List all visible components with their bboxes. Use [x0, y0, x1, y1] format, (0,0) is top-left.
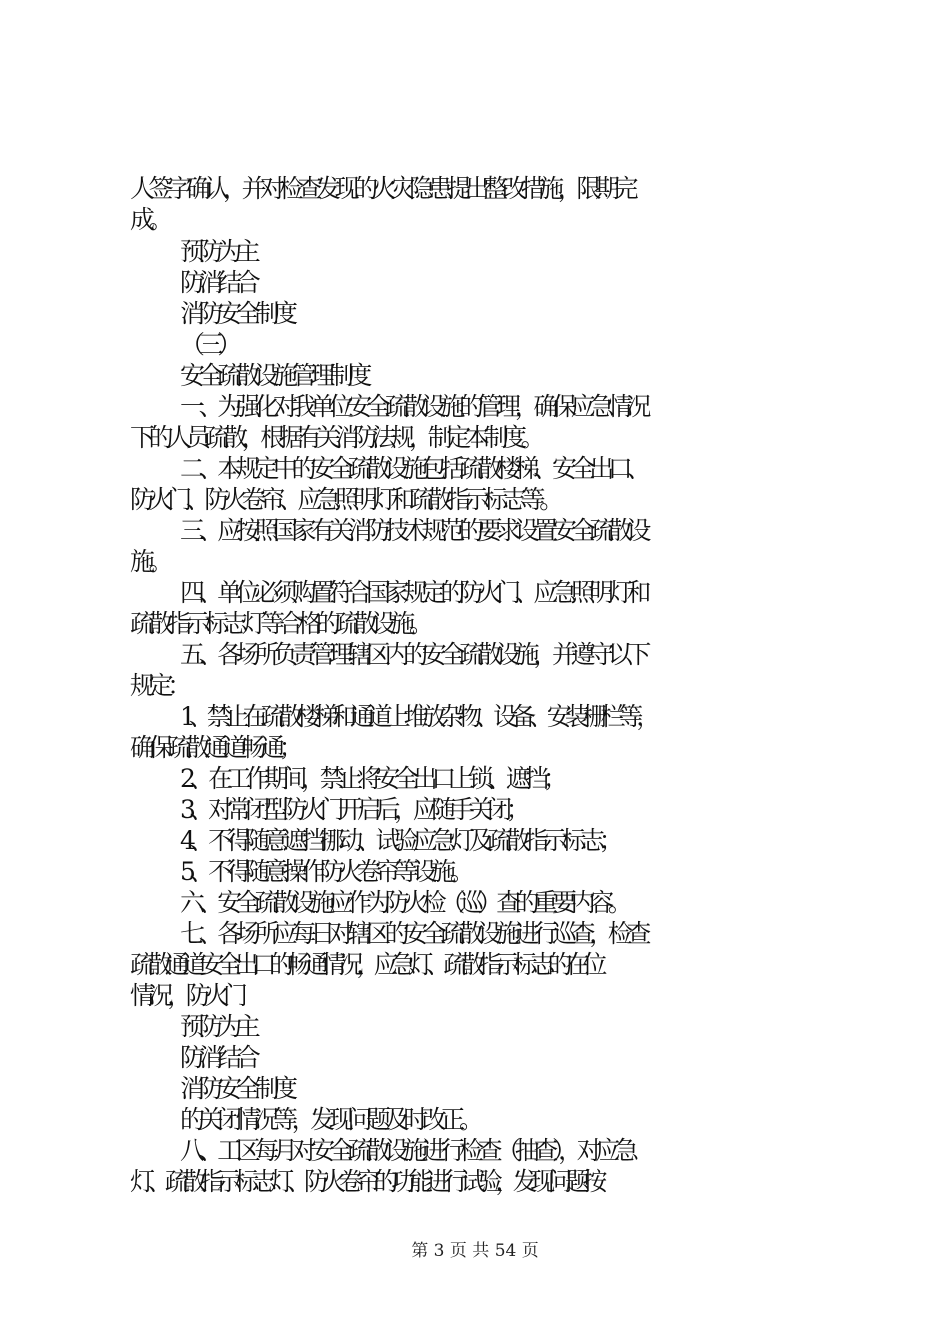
- section-title: 安全疏散设施管理制度: [180, 361, 367, 390]
- text-line: 八、工区每月对安全疏散设施进行检查（抽查），对应急: [180, 1136, 633, 1165]
- text-line: 防消结合: [180, 1043, 255, 1072]
- text-line: 施。: [130, 547, 168, 576]
- text-line: 六、安全疏散设施应作为防火检（巡）查的重要内容。: [180, 888, 627, 917]
- text-line: 预防为主: [180, 237, 255, 266]
- text-line: 防消结合: [180, 268, 255, 297]
- text-line: 四、单位必须购置符合国家规定的防火门、应急照明灯和: [180, 578, 646, 607]
- text-line: 的关闭情况等，发现问题及时改正。: [180, 1105, 478, 1134]
- text-line: 1、禁止在疏散楼梯和通道上堆放杂物、设备、安装栅栏等，: [180, 702, 655, 731]
- text-line: 3、对常闭型防火门开启后，应随手关闭；: [180, 795, 525, 824]
- text-line: 4、不得随意遮挡挪动、试验应急灯及疏散指示标志；: [180, 826, 618, 855]
- text-line: 消防安全制度: [180, 1074, 292, 1103]
- text-line: 2、在工作期间，禁止将安全出口上锁、遮挡；: [180, 764, 562, 793]
- text-line: 人签字确认，并对检查发现的火灾隐患提出整改措施，限期完: [130, 174, 633, 203]
- text-line: 疏散通道安全出口的畅通情况，应急灯、疏散指示标志的在位: [130, 950, 600, 979]
- text-line: 一、为强化对我单位安全疏散设施的管理，确保应急情况: [180, 392, 646, 421]
- text-line: 5、不得随意操作防火卷帘等设施。: [180, 857, 469, 886]
- text-line: 五、各场所负责管理辖区内的安全疏散设施，并遵守以下: [180, 640, 646, 669]
- text-line: 预防为主: [180, 1012, 255, 1041]
- text-line: 灯、疏散指示标志灯、防火卷帘的功能进行试验，发现问题按: [130, 1167, 600, 1196]
- text-line: 消防安全制度: [180, 299, 292, 328]
- text-line: 二、本规定中的安全疏散设施包括疏散楼梯、安全出口、: [180, 454, 646, 483]
- text-line: 情况，防火门: [130, 981, 242, 1010]
- text-line: 七、各场所应每日对辖区的安全疏散设施进行巡查，检查: [180, 919, 646, 948]
- text-line: 确保疏散通道畅通；: [130, 733, 298, 762]
- text-line: 疏散指示标志灯等合格的疏散设施。: [130, 609, 428, 638]
- text-line: 防火门、防火卷帘、应急照明灯和疏散指示标志等。: [130, 485, 558, 514]
- text-line: 下的人员疏散，根据有关消防法规，制定本制度。: [130, 423, 540, 452]
- text-line: 规定：: [130, 671, 186, 700]
- text-line: 三、应按照国家有关消防技术规范的要求设置安全疏散设: [180, 516, 646, 545]
- text-line: （三）: [180, 330, 236, 359]
- text-line: 成。: [130, 205, 168, 234]
- page-number: 第 3 页 共 54 页: [411, 1241, 539, 1261]
